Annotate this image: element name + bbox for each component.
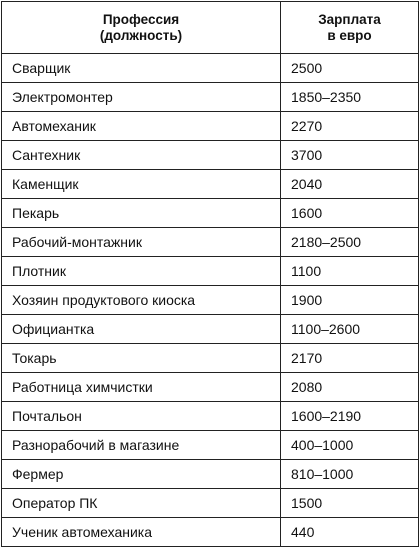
- table-row: [2, 402, 419, 431]
- salary-cell: 400–1000: [281, 431, 419, 460]
- salary-table: [1, 1, 419, 547]
- salary-cell: 1850–2350: [281, 83, 419, 112]
- profession-column-header: [2, 2, 281, 54]
- salary-cell: 1100: [281, 257, 419, 286]
- table-row: [2, 315, 419, 344]
- salary-cell: 1600: [281, 199, 419, 228]
- salary-column-header: [281, 2, 419, 54]
- table-row: [2, 489, 419, 518]
- table-row: [2, 54, 419, 83]
- salary-cell: 2040: [281, 170, 419, 199]
- salary-cell: 2500: [281, 54, 419, 83]
- salary-cell: 2170: [281, 344, 419, 373]
- table-row: [2, 518, 419, 547]
- profession-cell: Фермер: [2, 460, 281, 489]
- salary-cell: 1100–2600: [281, 315, 419, 344]
- profession-cell: Токарь: [2, 344, 281, 373]
- table-row: [2, 460, 419, 489]
- profession-cell: Пекарь: [2, 199, 281, 228]
- profession-cell: Плотник: [2, 257, 281, 286]
- salary-header-line2: в евро: [327, 27, 372, 43]
- salary-cell: 2270: [281, 112, 419, 141]
- table-row: [2, 83, 419, 112]
- profession-cell: Сантехник: [2, 141, 281, 170]
- profession-header-line2: (должность): [99, 27, 183, 43]
- salary-cell: 2080: [281, 373, 419, 402]
- table-row: [2, 141, 419, 170]
- table-row: [2, 344, 419, 373]
- table-row: [2, 112, 419, 141]
- table-row: [2, 170, 419, 199]
- profession-cell: Сварщик: [2, 54, 281, 83]
- profession-cell: Рабочий-монтажник: [2, 228, 281, 257]
- profession-cell: Оператор ПК: [2, 489, 281, 518]
- profession-cell: Каменщик: [2, 170, 281, 199]
- salary-cell: 810–1000: [281, 460, 419, 489]
- profession-header-line1: Профессия: [102, 11, 180, 27]
- profession-cell: Автомеханик: [2, 112, 281, 141]
- profession-cell: Разнорабочий в магазине: [2, 431, 281, 460]
- profession-cell: Ученик автомеханика: [2, 518, 281, 547]
- salary-table-container: [1, 1, 418, 547]
- salary-cell: 1900: [281, 286, 419, 315]
- profession-cell: Официантка: [2, 315, 281, 344]
- salary-cell: 1500: [281, 489, 419, 518]
- table-row: [2, 373, 419, 402]
- profession-cell: Работница химчистки: [2, 373, 281, 402]
- profession-cell: Хозяин продуктового киоска: [2, 286, 281, 315]
- table-header-row: [2, 2, 419, 54]
- salary-cell: 3700: [281, 141, 419, 170]
- table-row: [2, 286, 419, 315]
- salary-cell: 1600–2190: [281, 402, 419, 431]
- table-row: [2, 431, 419, 460]
- table-row: [2, 257, 419, 286]
- salary-header-line1: Зарплата: [318, 11, 381, 27]
- profession-cell: Почтальон: [2, 402, 281, 431]
- salary-cell: 440: [281, 518, 419, 547]
- profession-cell: Электромонтер: [2, 83, 281, 112]
- table-row: [2, 228, 419, 257]
- table-row: [2, 199, 419, 228]
- salary-cell: 2180–2500: [281, 228, 419, 257]
